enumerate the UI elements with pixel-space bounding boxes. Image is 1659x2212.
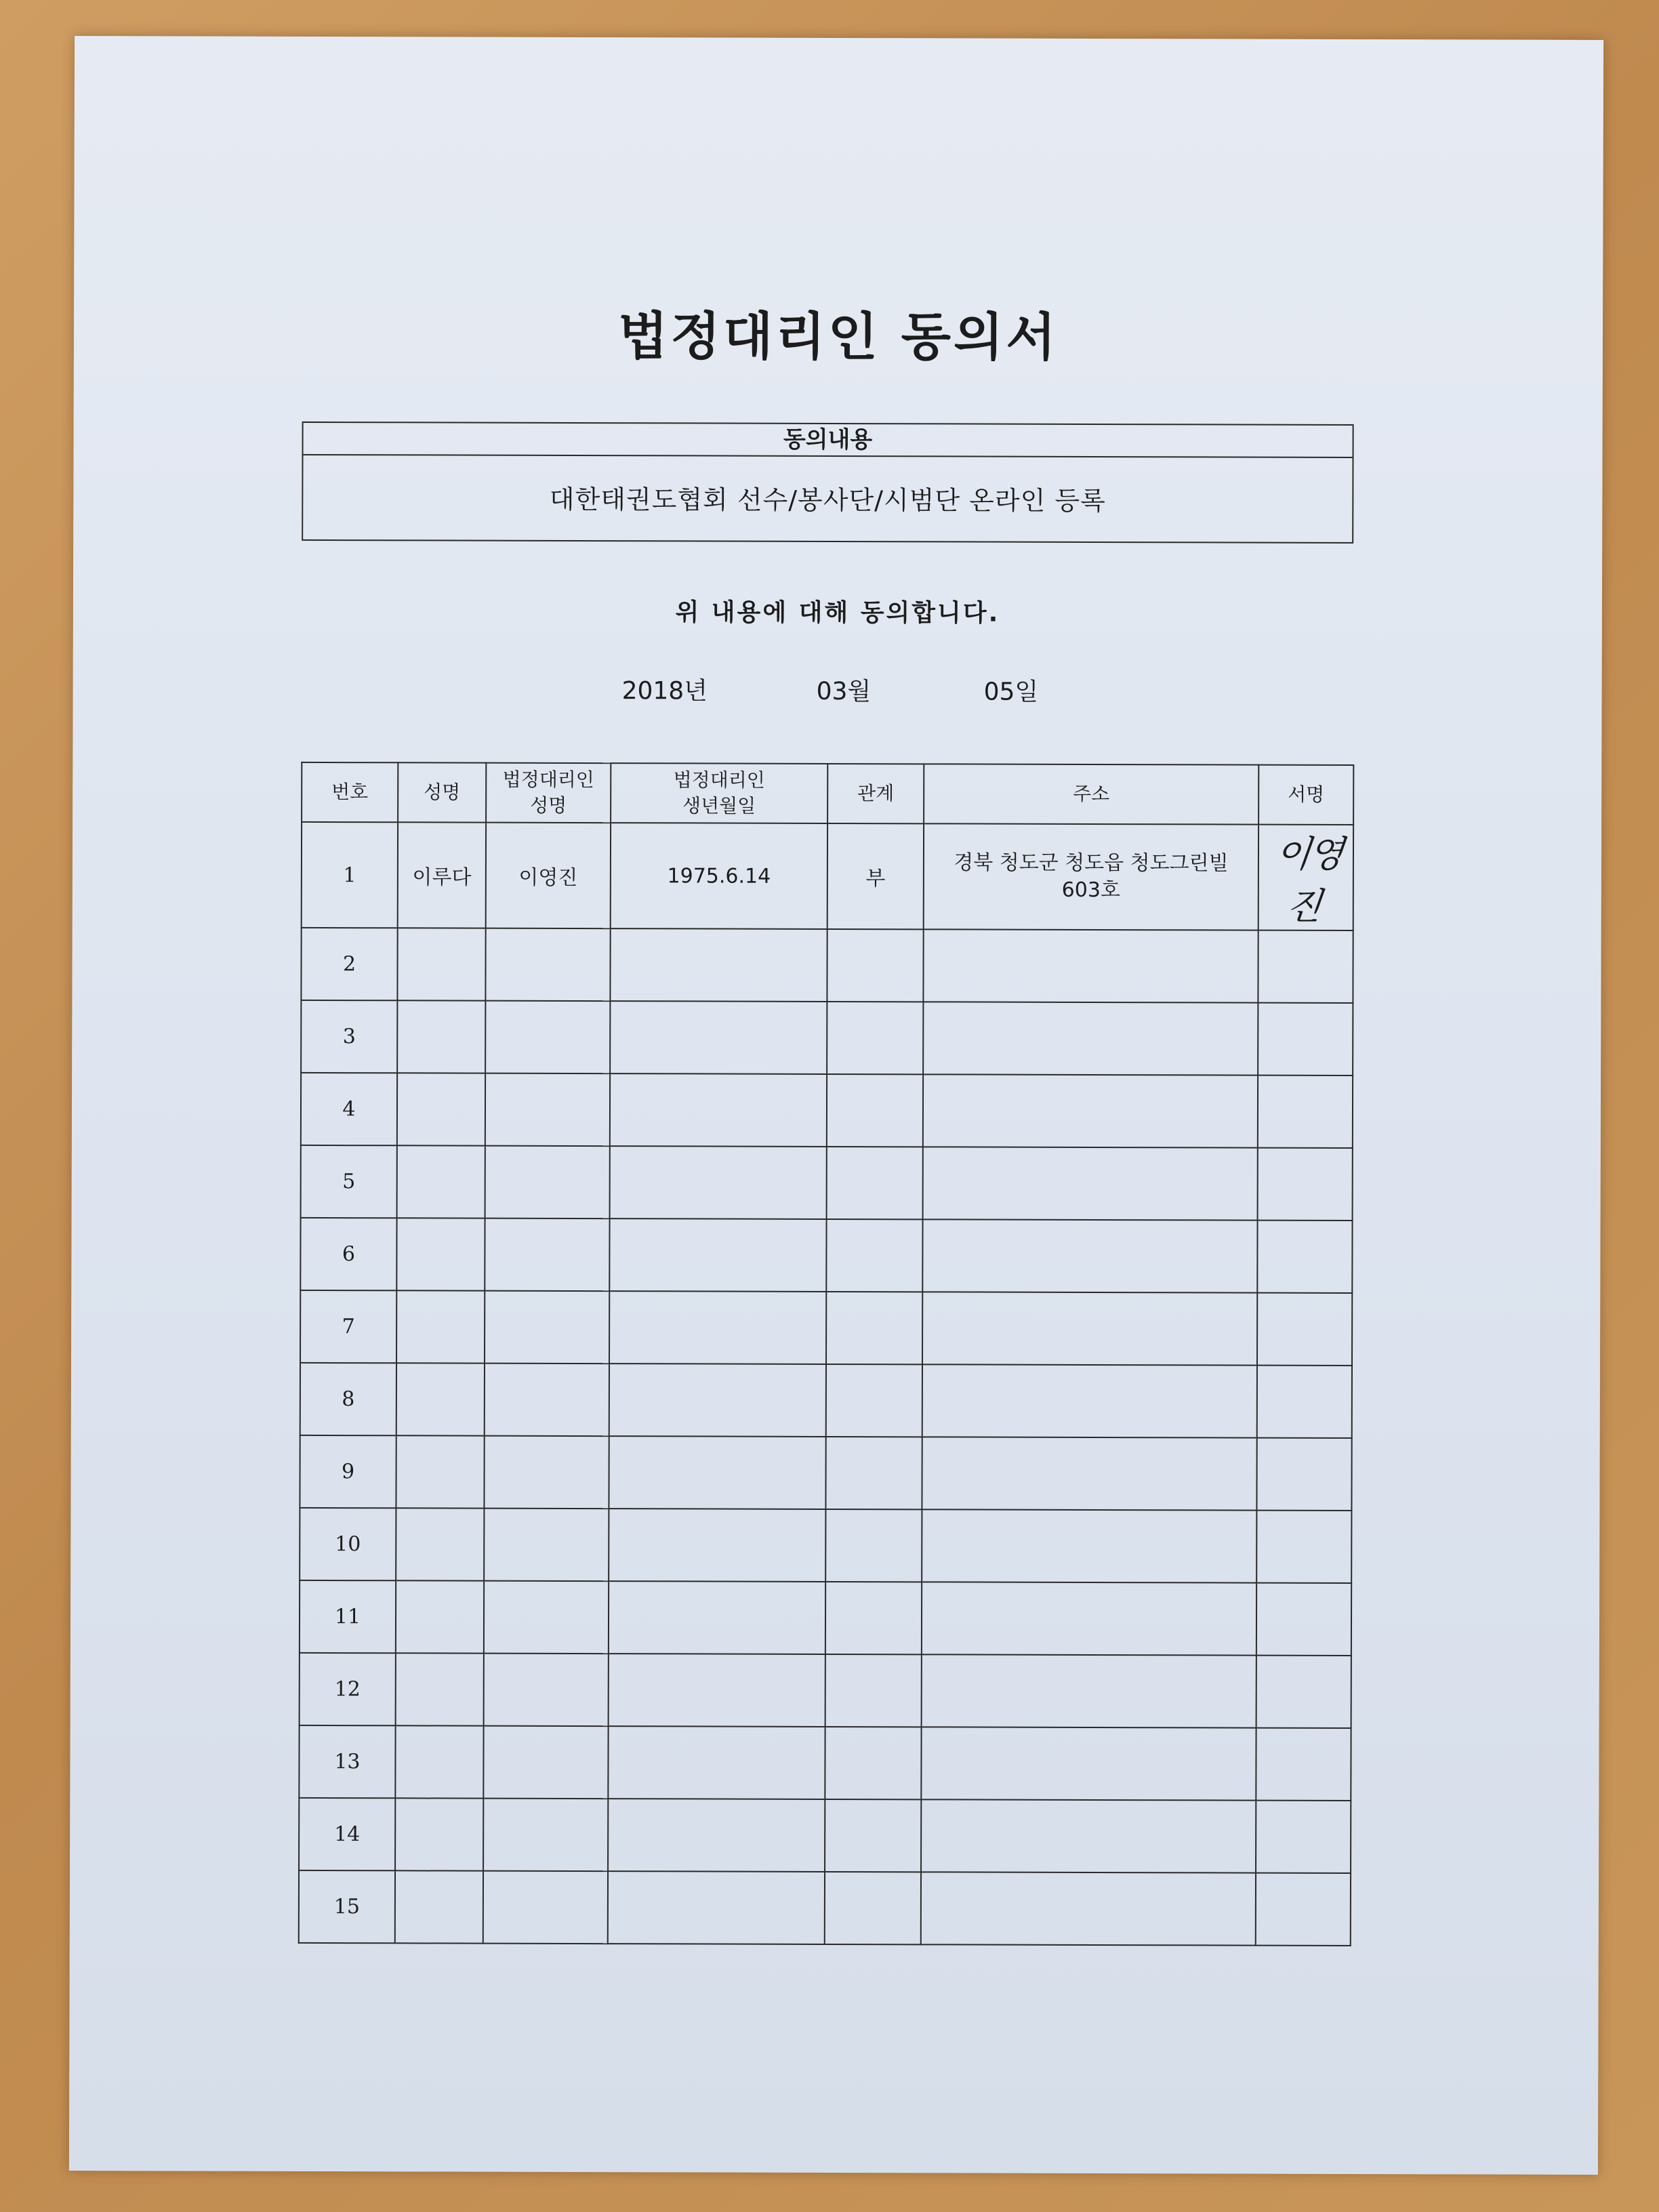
- row-name: [397, 928, 485, 1000]
- row-address: [922, 1509, 1256, 1582]
- row-guardian-birth: 1975.6.14: [611, 823, 827, 929]
- row-guardian-name: [485, 1073, 610, 1146]
- row-number: 8: [300, 1363, 396, 1435]
- row-name: [396, 1218, 485, 1290]
- row-address: [922, 1219, 1257, 1292]
- table-header-row: [302, 762, 1353, 825]
- row-name: [397, 1000, 485, 1073]
- row-name: 이루다: [398, 822, 486, 928]
- table-row: [302, 822, 1353, 930]
- table-row: [300, 1363, 1352, 1438]
- row-name: [396, 1508, 484, 1580]
- row-relation: [826, 1219, 922, 1292]
- row-signature: [1256, 1583, 1351, 1656]
- row-guardian-birth: [608, 1871, 825, 1944]
- row-signature: [1258, 1003, 1353, 1076]
- row-name: [395, 1725, 483, 1798]
- table-row: [301, 1145, 1353, 1221]
- row-relation: [825, 1654, 922, 1727]
- header-guardian-birth-line1: 법정대리인: [673, 769, 765, 792]
- row-signature: [1258, 930, 1353, 1003]
- row-guardian-birth: [608, 1799, 825, 1872]
- row-signature: [1256, 1873, 1351, 1946]
- row-number: 1: [302, 822, 398, 928]
- row-guardian-name: [485, 1218, 609, 1291]
- row-guardian-birth: [610, 1146, 827, 1219]
- row-relation: [825, 1437, 922, 1509]
- row-name: [396, 1580, 484, 1653]
- header-signature: 서명: [1258, 765, 1353, 825]
- row-number: 5: [301, 1145, 397, 1218]
- header-guardian-name: [486, 763, 611, 823]
- row-guardian-birth: [609, 1436, 825, 1509]
- row-guardian-name: [484, 1509, 609, 1581]
- row-relation: [827, 1074, 923, 1147]
- row-signature: [1257, 1293, 1352, 1366]
- header-guardian-birth: [611, 763, 827, 823]
- row-guardian-birth: [609, 1218, 826, 1292]
- row-guardian-birth: [609, 1364, 826, 1437]
- row-guardian-birth: [609, 1581, 825, 1654]
- row-guardian-birth: [608, 1726, 825, 1799]
- row-address: [921, 1727, 1256, 1800]
- header-guardian-name-line1: 법정대리인: [502, 768, 594, 792]
- row-guardian-birth: [609, 1509, 825, 1582]
- row-address-line1: 경북 청도군 청도읍 청도그린빌: [954, 851, 1229, 876]
- row-name: [397, 1073, 485, 1145]
- consent-body: 대한태권도협회 선수/봉사단/시범단 온라인 등록: [549, 484, 1106, 516]
- row-number: 12: [300, 1653, 396, 1725]
- table-row: [301, 1000, 1353, 1076]
- row-name: [396, 1363, 485, 1435]
- row-address: [922, 1654, 1256, 1727]
- row-name: [395, 1870, 483, 1943]
- row-number: 4: [301, 1073, 397, 1145]
- row-name: [395, 1798, 483, 1870]
- table-row: [300, 1290, 1352, 1366]
- guardian-table: [298, 762, 1355, 1946]
- row-signature: [1256, 1728, 1351, 1801]
- row-guardian-name: [483, 1871, 608, 1944]
- row-guardian-name: [484, 1436, 609, 1509]
- row-relation: [825, 1727, 921, 1799]
- table-row: [300, 1435, 1351, 1511]
- table-row: [300, 1580, 1351, 1656]
- row-guardian-name: [485, 1146, 610, 1218]
- row-signature: [1258, 1076, 1353, 1148]
- row-number: 2: [301, 928, 397, 1000]
- row-guardian-name: [485, 1001, 610, 1073]
- row-guardian-name: [484, 1581, 609, 1654]
- row-number: 13: [299, 1725, 395, 1798]
- row-address: [921, 1872, 1256, 1945]
- row-relation: [825, 1872, 921, 1944]
- table-row: [300, 1508, 1351, 1583]
- row-address: [922, 1364, 1257, 1437]
- row-address: [923, 1074, 1258, 1147]
- row-relation: [827, 929, 923, 1002]
- row-address: [923, 1002, 1258, 1075]
- row-signature: [1256, 1438, 1351, 1511]
- row-name: [396, 1653, 484, 1725]
- row-address: [923, 1147, 1258, 1220]
- row-guardian-name: [483, 1799, 608, 1871]
- consent-header: 동의내용: [304, 423, 1353, 458]
- row-address: [922, 1437, 1256, 1510]
- row-name: [396, 1435, 484, 1508]
- row-number: 11: [300, 1580, 396, 1653]
- row-address: [922, 1292, 1257, 1365]
- date-month: 03월: [816, 677, 872, 706]
- table-row: [299, 1798, 1351, 1873]
- paper-sheet: [69, 36, 1603, 2175]
- row-guardian-name: [483, 1726, 608, 1799]
- row-address: [922, 1582, 1256, 1655]
- row-number: 3: [301, 1000, 397, 1073]
- date-day: 05일: [983, 678, 1039, 706]
- row-guardian-birth: [610, 928, 827, 1002]
- header-name: 성명: [398, 762, 486, 822]
- date-year: 2018년: [621, 677, 708, 705]
- row-relation: [825, 1509, 922, 1582]
- row-relation: [827, 1002, 923, 1074]
- row-name: [397, 1145, 485, 1218]
- row-guardian-birth: [610, 1073, 827, 1147]
- row-number: 7: [300, 1290, 396, 1363]
- agree-statement: 위 내용에 대해 동의합니다.: [675, 598, 1000, 628]
- row-signature: [1256, 1801, 1351, 1873]
- row-address: [923, 929, 1258, 1002]
- row-signature: [1256, 1656, 1351, 1728]
- row-guardian-birth: [609, 1291, 826, 1364]
- row-guardian-birth: [610, 1001, 827, 1074]
- consent-box: [302, 422, 1353, 544]
- header-relation: 관계: [827, 764, 924, 823]
- row-signature: [1257, 1221, 1352, 1293]
- handwritten-signature: 이영진: [1273, 832, 1344, 928]
- header-guardian-birth-line2: 생년월일: [682, 794, 756, 817]
- row-relation: [826, 1364, 922, 1437]
- header-address: 주소: [924, 764, 1258, 824]
- table-row: [300, 1218, 1352, 1293]
- row-signature: [1258, 825, 1353, 930]
- row-address: [924, 823, 1258, 930]
- row-relation: [826, 1292, 922, 1364]
- row-relation: 부: [827, 823, 924, 929]
- header-guardian-name-line2: 성명: [530, 794, 567, 817]
- row-signature: [1256, 1511, 1351, 1583]
- row-signature: [1258, 1148, 1353, 1221]
- row-relation: [825, 1582, 922, 1654]
- row-number: 6: [300, 1218, 396, 1290]
- table-row: [299, 1725, 1351, 1801]
- header-number: 번호: [302, 762, 398, 822]
- row-guardian-name: [485, 1364, 609, 1436]
- row-number: 14: [299, 1798, 395, 1870]
- document-title: 법정대리인 동의서: [617, 306, 1059, 367]
- table-row: [301, 1073, 1353, 1148]
- table-row: [299, 1870, 1351, 1946]
- row-number: 15: [299, 1870, 395, 1943]
- row-number: 9: [300, 1435, 396, 1508]
- row-guardian-name: 이영진: [486, 823, 611, 928]
- row-name: [396, 1290, 485, 1363]
- row-guardian-name: [485, 928, 610, 1001]
- table-row: [301, 928, 1353, 1003]
- row-address: [921, 1799, 1256, 1872]
- row-guardian-name: [484, 1654, 609, 1726]
- table-row: [300, 1653, 1351, 1728]
- row-relation: [827, 1147, 923, 1219]
- row-relation: [825, 1799, 921, 1872]
- row-address-line2: 603호: [1061, 878, 1121, 903]
- row-signature: [1257, 1366, 1352, 1438]
- row-number: 10: [300, 1508, 396, 1580]
- row-guardian-name: [485, 1291, 609, 1364]
- row-guardian-birth: [609, 1654, 825, 1727]
